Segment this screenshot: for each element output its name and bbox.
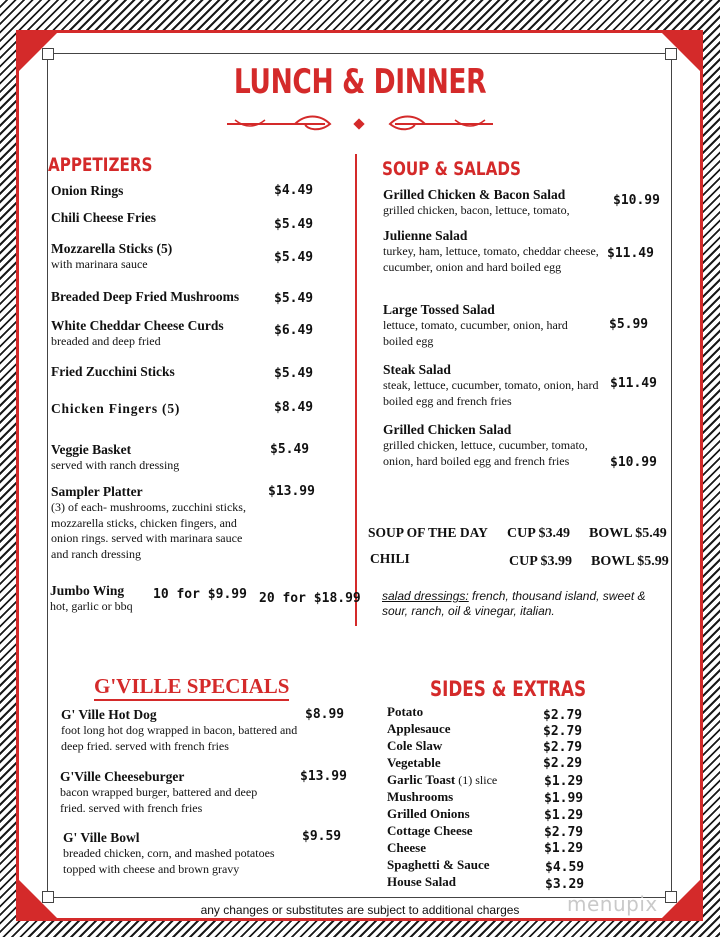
menu-item bbox=[51, 210, 156, 226]
specials-heading: G'VILLE SPECIALS bbox=[94, 674, 289, 701]
item-name: Fried Zucchini Sticks bbox=[51, 364, 175, 379]
side-item-name: Grilled Onions bbox=[387, 806, 470, 821]
chili-cup-price: CUP $3.99 bbox=[509, 554, 572, 569]
menu-item bbox=[51, 442, 261, 474]
item-description: (3) of each- mushrooms, zucchini sticks, mozzarella sticks, chicken fingers, and onion rings. served with marinara sauce and ranch dressing bbox=[51, 500, 246, 561]
item-description: bacon wrapped burger, battered and deep fried. served with french fries bbox=[60, 785, 258, 815]
item-price: $5.49 bbox=[270, 442, 310, 457]
side-item-price: $1.99 bbox=[544, 791, 584, 806]
menu-item bbox=[51, 401, 180, 417]
title-flourish bbox=[225, 112, 495, 136]
frame-knot bbox=[665, 891, 677, 903]
item-price: $5.49 bbox=[274, 291, 314, 306]
side-item-price: $2.79 bbox=[543, 724, 583, 739]
side-item-name: House Salad bbox=[387, 874, 456, 889]
menu-item bbox=[51, 484, 256, 562]
menu-item bbox=[383, 228, 601, 275]
item-name: Large Tossed Salad bbox=[383, 302, 495, 317]
item-price: $5.49 bbox=[274, 217, 314, 232]
menu-item bbox=[51, 183, 123, 199]
sides-heading: SIDES & EXTRAS bbox=[430, 677, 587, 701]
side-item-price: $2.79 bbox=[543, 740, 583, 755]
frame-knot bbox=[42, 48, 54, 60]
side-name-text: Garlic Toast bbox=[387, 772, 456, 787]
item-price: $11.49 bbox=[610, 376, 657, 391]
item-description: turkey, ham, lettuce, tomato, cheddar cheese, cucumber, onion and hard boiled egg bbox=[383, 244, 599, 274]
soup-bowl-price: BOWL $5.49 bbox=[589, 526, 667, 541]
item-description: with marinara sauce bbox=[51, 257, 148, 271]
menu-item bbox=[383, 302, 593, 349]
dressings-text: french, thousand island, sweet & bbox=[468, 589, 646, 603]
soup-of-day-label: SOUP OF THE DAY bbox=[368, 525, 488, 540]
menu-item bbox=[383, 422, 608, 469]
side-item-name bbox=[387, 772, 497, 788]
side-item-price: $2.79 bbox=[544, 825, 584, 840]
item-name: Breaded Deep Fried Mushrooms bbox=[51, 289, 240, 304]
item-price: $5.49 bbox=[274, 366, 314, 381]
item-price: $6.49 bbox=[274, 323, 314, 338]
item-price: $5.99 bbox=[609, 317, 649, 332]
item-description: grilled chicken, bacon, lettuce, tomato, bbox=[383, 203, 570, 217]
item-description: breaded chicken, corn, and mashed potatoes topped with cheese and brown gravy bbox=[63, 846, 275, 876]
item-price: 20 for $18.99 bbox=[259, 591, 361, 606]
side-item-name: Potato bbox=[387, 704, 424, 719]
item-name: G' Ville Bowl bbox=[63, 830, 140, 845]
side-item-name: Mushrooms bbox=[387, 789, 454, 804]
item-name: Sampler Platter bbox=[51, 484, 143, 499]
item-price: $10.99 bbox=[610, 455, 657, 470]
item-description: foot long hot dog wrapped in bacon, battered and deep fried. served with french fries bbox=[61, 723, 298, 753]
side-item-name: Cheese bbox=[387, 840, 426, 855]
side-note: (1) slice bbox=[455, 773, 498, 787]
salad-dressings-note bbox=[382, 589, 646, 604]
menu-item bbox=[51, 318, 261, 350]
item-price: $10.99 bbox=[613, 193, 660, 208]
item-name: Chili Cheese Fries bbox=[51, 210, 156, 225]
menu-item bbox=[60, 769, 285, 816]
dressings-text-line2: sour, ranch, oil & vinegar, italian. bbox=[382, 604, 555, 618]
menu-item bbox=[63, 830, 303, 877]
side-item-price: $1.29 bbox=[544, 841, 584, 856]
side-item-name: Vegetable bbox=[387, 755, 441, 770]
item-name: Chicken Fingers (5) bbox=[51, 401, 181, 416]
item-name: Grilled Chicken & Bacon Salad bbox=[383, 187, 566, 202]
item-description: grilled chicken, lettuce, cucumber, tomato, onion, hard boiled egg and french fries bbox=[383, 438, 588, 468]
side-item-price: $4.59 bbox=[545, 860, 585, 875]
item-description: steak, lettuce, cucumber, tomato, onion, hard boiled egg and french fries bbox=[383, 378, 599, 408]
menu-item bbox=[50, 583, 133, 615]
item-price: $13.99 bbox=[268, 484, 315, 499]
item-price: $11.49 bbox=[607, 246, 654, 261]
item-name: G' Ville Hot Dog bbox=[61, 707, 157, 722]
item-price: 10 for $9.99 bbox=[153, 587, 247, 602]
side-item-name: Spaghetti & Sauce bbox=[387, 857, 490, 872]
side-item-name: Cottage Cheese bbox=[387, 823, 473, 838]
watermark: menupix bbox=[567, 892, 658, 916]
item-price: $5.49 bbox=[274, 250, 314, 265]
dressings-label: salad dressings: bbox=[382, 589, 469, 603]
side-item-name: Cole Slaw bbox=[387, 738, 443, 753]
item-name: Onion Rings bbox=[51, 183, 124, 198]
item-price: $8.99 bbox=[305, 707, 345, 722]
item-name: G'Ville Cheeseburger bbox=[60, 769, 185, 784]
item-name: Veggie Basket bbox=[51, 442, 132, 457]
item-name: Julienne Salad bbox=[383, 228, 468, 243]
item-name: Mozzarella Sticks (5) bbox=[51, 241, 173, 256]
item-description: breaded and deep fried bbox=[51, 334, 161, 348]
item-price: $9.59 bbox=[302, 829, 342, 844]
appetizers-heading: APPETIZERS bbox=[48, 154, 153, 176]
menu-item bbox=[383, 187, 603, 219]
soup-salads-heading: SOUP & SALADS bbox=[382, 158, 521, 180]
side-item-price: $3.29 bbox=[545, 877, 585, 892]
side-item-price: $2.79 bbox=[543, 708, 583, 723]
chili-bowl-price: BOWL $5.99 bbox=[591, 554, 669, 569]
menu-item bbox=[383, 362, 603, 409]
frame-knot bbox=[665, 48, 677, 60]
side-item-price: $2.29 bbox=[543, 756, 583, 771]
menu-item bbox=[61, 707, 301, 754]
menu-title: LUNCH & DINNER bbox=[233, 62, 487, 102]
side-item-price: $1.29 bbox=[544, 808, 584, 823]
item-price: $8.49 bbox=[274, 400, 314, 415]
footer-note: any changes or substitutes are subject to additional charges bbox=[200, 903, 520, 917]
menu-item bbox=[51, 364, 175, 380]
item-description: lettuce, tomato, cucumber, onion, hard boiled egg bbox=[383, 318, 568, 348]
item-name: Steak Salad bbox=[383, 362, 451, 377]
column-divider bbox=[355, 154, 357, 626]
menu-item bbox=[51, 241, 261, 273]
side-item-price: $1.29 bbox=[544, 774, 584, 789]
menu-item bbox=[51, 289, 239, 305]
soup-cup-price: CUP $3.49 bbox=[507, 526, 570, 541]
frame-knot bbox=[42, 891, 54, 903]
item-name: White Cheddar Cheese Curds bbox=[51, 318, 224, 333]
item-name: Jumbo Wing bbox=[50, 583, 125, 598]
item-name: Grilled Chicken Salad bbox=[383, 422, 512, 437]
side-item-name: Applesauce bbox=[387, 721, 451, 736]
item-price: $13.99 bbox=[300, 769, 347, 784]
item-price: $4.49 bbox=[274, 183, 314, 198]
chili-label: CHILI bbox=[370, 551, 410, 566]
item-description: hot, garlic or bbq bbox=[50, 599, 133, 613]
item-description: served with ranch dressing bbox=[51, 458, 180, 472]
